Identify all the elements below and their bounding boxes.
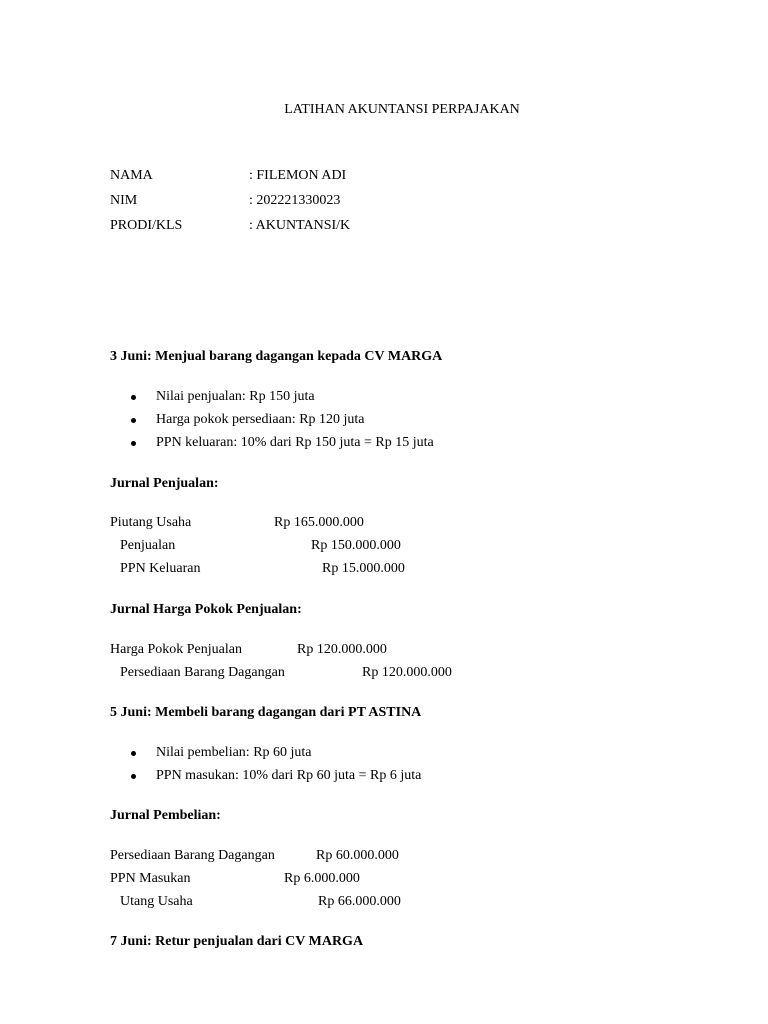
bullet-icon — [131, 418, 136, 423]
bullet-icon — [131, 751, 136, 756]
journal-amount-credit: Rp 15.000.000 — [322, 561, 405, 576]
journal-amount-credit: Rp 150.000.000 — [311, 538, 401, 553]
journal-amount-debit: Rp 165.000.000 — [274, 515, 364, 530]
identity-value-prodi: : AKUNTANSI/K — [249, 218, 351, 233]
identity-value-nama: : FILEMON ADI — [249, 168, 347, 183]
identity-value-nim: : 202221330023 — [249, 193, 341, 208]
bullet-icon — [131, 441, 136, 446]
bullet-icon — [131, 774, 136, 779]
journal-heading-cogs: Jurnal Harga Pokok Penjualan: — [110, 602, 302, 617]
transaction-heading-jun7: 7 Juni: Retur penjualan dari CV MARGA — [110, 934, 364, 949]
bullet-icon — [131, 395, 136, 400]
journal-account-credit: Persediaan Barang Dagangan — [120, 665, 285, 680]
journal-account-credit: Penjualan — [120, 538, 176, 553]
journal-account-credit: Utang Usaha — [120, 894, 193, 909]
journal-amount-debit: Rp 6.000.000 — [284, 871, 360, 886]
journal-amount-credit: Rp 120.000.000 — [362, 665, 452, 680]
journal-amount-credit: Rp 66.000.000 — [318, 894, 401, 909]
journal-heading-sales: Jurnal Penjualan: — [110, 476, 219, 491]
journal-account-credit: PPN Keluaran — [120, 561, 201, 576]
identity-label-prodi: PRODI/KLS — [110, 218, 183, 233]
document-title: LATIHAN AKUNTANSI PERPAJAKAN — [284, 102, 520, 117]
identity-label-nim: NIM — [110, 193, 138, 208]
journal-account-debit: Harga Pokok Penjualan — [110, 642, 242, 657]
journal-amount-debit: Rp 60.000.000 — [316, 848, 399, 863]
journal-heading-purchase: Jurnal Pembelian: — [110, 808, 221, 823]
identity-label-nama: NAMA — [110, 168, 153, 183]
journal-account-debit: Piutang Usaha — [110, 515, 192, 530]
journal-account-debit: PPN Masukan — [110, 871, 191, 886]
transaction-heading-jun3: 3 Juni: Menjual barang dagangan kepada CV MARGA — [110, 349, 443, 364]
journal-account-debit: Persediaan Barang Dagangan — [110, 848, 275, 863]
journal-amount-debit: Rp 120.000.000 — [297, 642, 387, 657]
transaction-heading-jun5: 5 Juni: Membeli barang dagangan dari PT ASTINA — [110, 705, 422, 720]
